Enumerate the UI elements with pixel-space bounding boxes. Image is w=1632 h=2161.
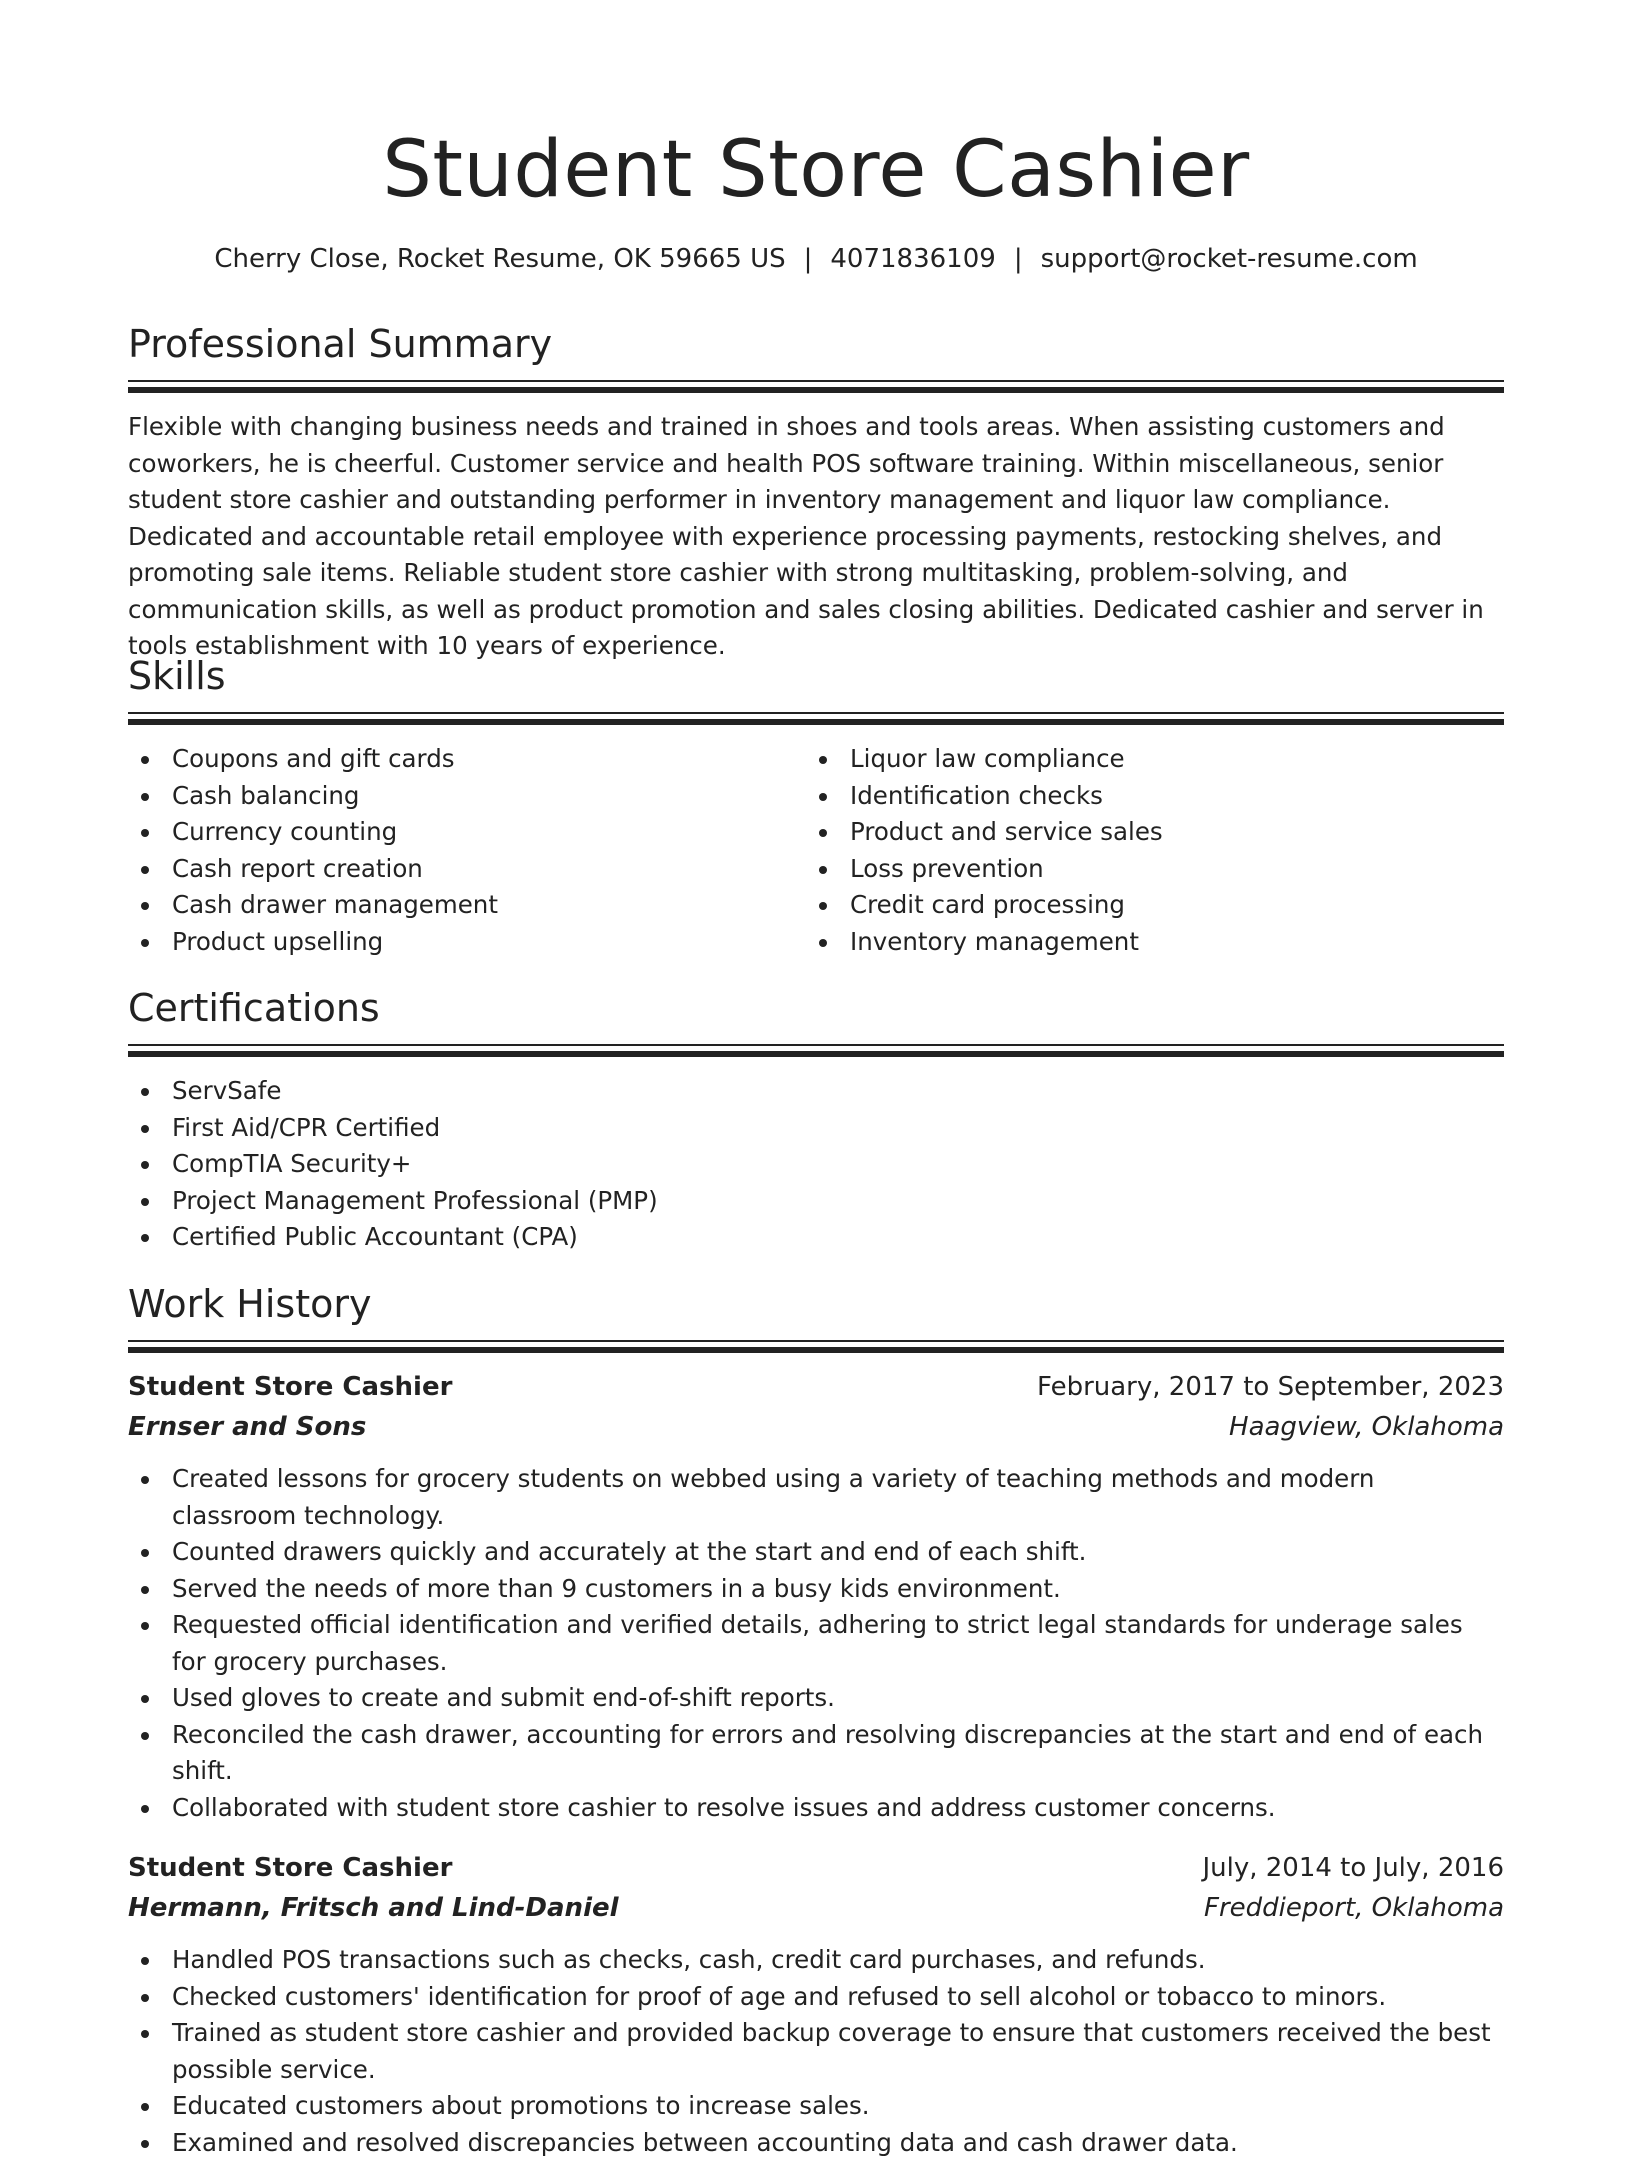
summary-text: Flexible with changing business needs and trained in shoes and tools areas. When assisting customers and coworkers, he is cheerful. Customer service and health POS software training. Within miscellaneous, senior student store cashier and outstanding performer in inventory management and liquor law compliance. Dedicated and accountable retail employee with experience processing payments, restocking shelves, and promoting sale items. Reliable student store cashier with strong multitasking, problem-solving, and communication skills, as well as product promotion and sales closing abilities. Dedicated cashier and server in tools establishment with 10 years of experience.: [128, 409, 1504, 665]
job-dates: February, 2017 to September, 2023: [1037, 1367, 1504, 1407]
job-bullet: Counted drawers quickly and accurately at the start and end of each shift.: [128, 1534, 1504, 1571]
work-history-section: [128, 1278, 1504, 2161]
skills-section: [128, 650, 1504, 960]
job-location: Freddieport, Oklahoma: [1204, 1888, 1504, 1928]
certification-item: First Aid/CPR Certified: [128, 1110, 1504, 1147]
section-divider-thick: [128, 1347, 1504, 1353]
skill-item: Loss prevention: [806, 851, 1484, 888]
skill-item: Cash balancing: [128, 778, 806, 815]
job-bullet: Educated customers about promotions to increase sales.: [128, 2088, 1504, 2125]
section-heading-certifications: Certifications: [128, 982, 1504, 1034]
section-divider: [128, 1044, 1504, 1046]
skills-column-left: [128, 741, 806, 960]
contact-phone[interactable]: 4071836109: [830, 244, 995, 274]
skill-item: Product and service sales: [806, 814, 1484, 851]
skill-item: Cash drawer management: [128, 887, 806, 924]
contact-email[interactable]: support@rocket-resume.com: [1041, 244, 1418, 274]
job-bullet: Used gloves to create and submit end-of-shift reports.: [128, 1680, 1504, 1717]
job-bullet: Trained as student store cashier and provided backup coverage to ensure that customers received the best possible service.: [128, 2015, 1504, 2088]
section-heading-work-history: Work History: [128, 1278, 1504, 1330]
skill-item: Inventory management: [806, 924, 1484, 961]
job-bullet: Requested official identification and verified details, adhering to strict legal standards for underage sales for grocery purchases.: [128, 1607, 1504, 1680]
resume-page: [128, 0, 1504, 276]
contact-separator: |: [996, 244, 1041, 274]
job-title: Student Store Cashier: [128, 1367, 452, 1407]
job-entry: [128, 1367, 1504, 1826]
certifications-section: [128, 982, 1504, 1256]
contact-line: [128, 242, 1504, 276]
section-divider-thick: [128, 719, 1504, 725]
job-location: Haagview, Oklahoma: [1229, 1407, 1504, 1447]
skill-item: Credit card processing: [806, 887, 1484, 924]
job-header-row: [128, 1367, 1504, 1407]
section-divider: [128, 1340, 1504, 1342]
skills-list-right: [806, 741, 1484, 960]
job-bullet: Collaborated with student store cashier to resolve issues and address customer concerns.: [128, 1790, 1504, 1827]
skill-item: Identification checks: [806, 778, 1484, 815]
job-dates: July, 2014 to July, 2016: [1202, 1848, 1504, 1888]
certification-item: Certified Public Accountant (CPA): [128, 1219, 1504, 1256]
skill-item: Currency counting: [128, 814, 806, 851]
section-divider-thick: [128, 387, 1504, 393]
certification-item: Project Management Professional (PMP): [128, 1183, 1504, 1220]
job-entry: [128, 1848, 1504, 2161]
job-bullet-list: [128, 1461, 1504, 1826]
job-bullet: Served the needs of more than 9 customers in a busy kids environment.: [128, 1571, 1504, 1608]
job-bullet: Handled POS transactions such as checks, cash, credit card purchases, and refunds.: [128, 1942, 1504, 1979]
contact-separator: |: [786, 244, 831, 274]
section-divider: [128, 712, 1504, 714]
skills-column-right: [806, 741, 1484, 960]
resume-title: Student Store Cashier: [128, 120, 1504, 220]
job-bullet: Checked customers' identification for proof of age and refused to sell alcohol or tobacco to minors.: [128, 1979, 1504, 2016]
job-bullet: Examined and resolved discrepancies between accounting data and cash drawer data.: [128, 2125, 1504, 2161]
job-employer-row: [128, 1888, 1504, 1928]
certification-item: CompTIA Security+: [128, 1146, 1504, 1183]
certifications-list: [128, 1073, 1504, 1256]
section-divider: [128, 380, 1504, 382]
job-bullet: Reconciled the cash drawer, accounting for errors and resolving discrepancies at the start and end of each shift.: [128, 1717, 1504, 1790]
skill-item: Product upselling: [128, 924, 806, 961]
skills-grid: [128, 741, 1504, 960]
job-bullet-list: [128, 1942, 1504, 2161]
section-heading-skills: Skills: [128, 650, 1504, 702]
job-employer-row: [128, 1407, 1504, 1447]
job-header-row: [128, 1848, 1504, 1888]
job-bullet: Created lessons for grocery students on webbed using a variety of teaching methods and modern classroom technology.: [128, 1461, 1504, 1534]
skills-list-left: [128, 741, 806, 960]
contact-address: Cherry Close, Rocket Resume, OK 59665 US: [214, 244, 785, 274]
certification-item: ServSafe: [128, 1073, 1504, 1110]
job-employer: Ernser and Sons: [128, 1407, 366, 1447]
skill-item: Cash report creation: [128, 851, 806, 888]
section-heading-summary: Professional Summary: [128, 318, 1504, 370]
skill-item: Liquor law compliance: [806, 741, 1484, 778]
job-title: Student Store Cashier: [128, 1848, 452, 1888]
section-divider-thick: [128, 1051, 1504, 1057]
summary-section: [128, 318, 1504, 665]
job-employer: Hermann, Fritsch and Lind-Daniel: [128, 1888, 619, 1928]
skill-item: Coupons and gift cards: [128, 741, 806, 778]
